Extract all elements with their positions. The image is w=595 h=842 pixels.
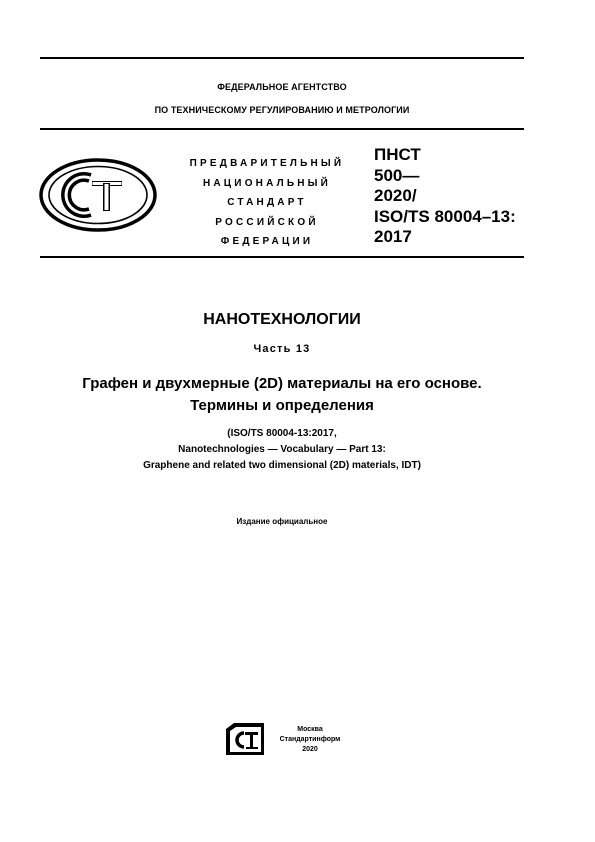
designation-line3: 2020/	[374, 186, 417, 205]
subtitle-line1: Графен и двухмерные (2D) материалы на его основе.	[82, 375, 482, 392]
header-rule	[40, 128, 524, 130]
standartinform-logo-icon	[224, 721, 266, 757]
document-subtitle	[30, 373, 534, 417]
top-rule	[40, 57, 524, 59]
international-standard-reference	[40, 426, 524, 474]
standard-designation	[374, 145, 534, 248]
document-title: НАНОТЕХНОЛОГИИ	[203, 311, 361, 328]
designation-line1: ПНСТ	[374, 145, 421, 164]
document-part: Часть 13	[253, 343, 311, 355]
subtitle-line2: Термины и определения	[190, 397, 374, 414]
official-edition-note: Издание официальное	[236, 517, 328, 526]
intl-line3: Graphene and related two dimensional (2D) materials, IDT)	[143, 460, 421, 471]
standard-type-line2: НАЦИОНАЛЬНЫЙ	[202, 177, 332, 189]
publisher-block	[270, 725, 350, 755]
intl-line1: (ISO/TS 80004-13:2017,	[227, 428, 337, 439]
standard-type-line3: СТАНДАРТ	[227, 197, 307, 208]
standard-type-line5: ФЕДЕРАЦИИ	[220, 236, 314, 247]
publisher-city: Москва	[297, 726, 323, 733]
publisher-name: Стандартинформ	[279, 736, 341, 743]
rst-certification-emblem-icon	[38, 157, 158, 233]
intl-line2: Nanotechnologies — Vocabulary — Part 13:	[178, 444, 386, 455]
standard-type-line4: РОССИЙСКОЙ	[215, 216, 319, 228]
designation-line5: 2017	[374, 227, 412, 246]
agency-name-line1: ФЕДЕРАЛЬНОЕ АГЕНТСТВО	[217, 82, 347, 92]
standard-type-block	[162, 154, 372, 252]
designation-line2: 500—	[374, 165, 420, 185]
standard-type-line1: ПРЕДВАРИТЕЛЬНЫЙ	[189, 158, 345, 169]
agency-name-line2: ПО ТЕХНИЧЕСКОМУ РЕГУЛИРОВАНИЮ И МЕТРОЛОГИИ	[154, 105, 410, 115]
designation-rule	[40, 256, 524, 258]
designation-line4: ISO/TS 80004–13:	[374, 206, 516, 226]
publisher-year: 2020	[302, 746, 318, 753]
